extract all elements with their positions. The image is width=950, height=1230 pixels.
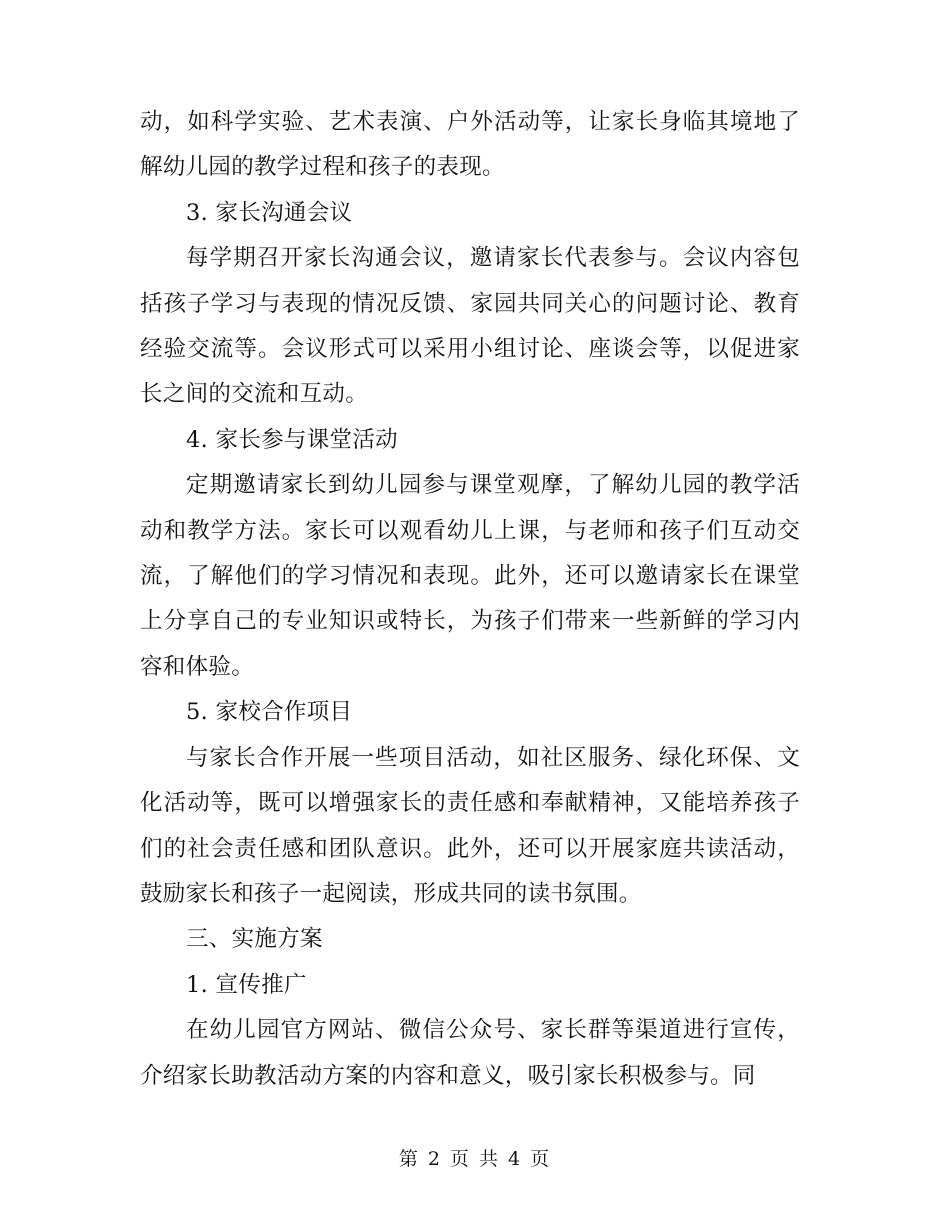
section-heading-parent-meeting: 3. 家长沟通会议 — [186, 199, 353, 226]
section-heading-promotion: 1. 宣传推广 — [186, 971, 307, 998]
section-heading-implementation-plan: 三、实施方案 — [186, 926, 323, 953]
section-heading-cooperation-project: 5. 家校合作项目 — [186, 699, 353, 726]
section-heading-classroom-participation: 4. 家长参与课堂活动 — [186, 426, 398, 453]
paragraph-promotion: 在幼儿园官方网站、微信公众号、家长群等渠道进行宣传，介绍家长助教活动方案的内容和意义，吸引家长积极参与。同 — [140, 1017, 800, 1089]
paragraph-classroom-participation: 定期邀请家长到幼儿园参与课堂观摩，了解幼儿园的教学活动和教学方法。家长可以观看幼儿上课，与老师和孩子们互动交流，了解他们的学习情况和表现。此外，还可以邀请家长在课堂上分享自己的专业知识或特长，为孩子们带来一些新鲜的学习内容和体验。 — [140, 472, 800, 680]
page-number-footer: 第 2 页 共 4 页 — [398, 1148, 552, 1170]
paragraph-cooperation-project: 与家长合作开展一些项目活动，如社区服务、绿化环保、文化活动等，既可以增强家长的责任感和奉献精神，又能培养孩子们的社会责任感和团队意识。此外，还可以开展家庭共读活动，鼓励家长和孩子一起阅读，形成共同的读书氛围。 — [140, 744, 800, 907]
paragraph-parent-meeting: 每学期召开家长沟通会议，邀请家长代表参与。会议内容包括孩子学习与表现的情况反馈、家园共同关心的问题讨论、教育经验交流等。会议形式可以采用小组讨论、座谈会等，以促进家长之间的交流和互动。 — [140, 245, 800, 408]
paragraph-continuation: 动，如科学实验、艺术表演、户外活动等，让家长身临其境地了解幼儿园的教学过程和孩子的表现。 — [140, 109, 800, 181]
document-body — [140, 100, 800, 1099]
